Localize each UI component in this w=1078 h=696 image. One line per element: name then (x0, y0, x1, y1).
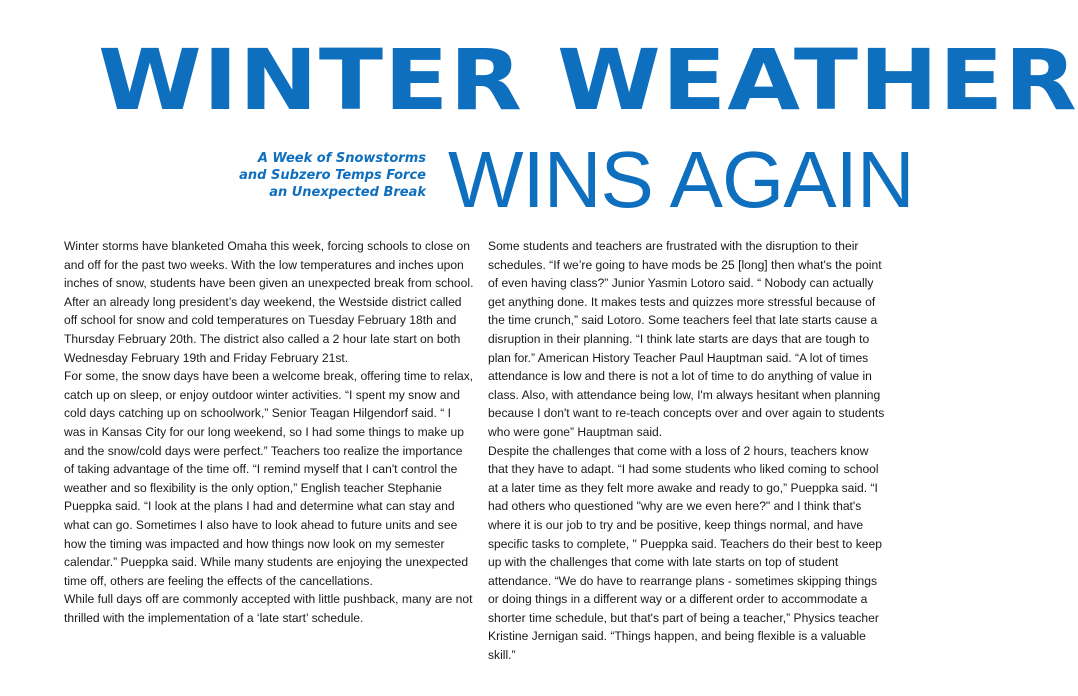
article-column-left (64, 237, 474, 627)
paragraph: While full days off are commonly accepted with little pushback, many are not thrilled with the implementation of a ‘late start’ schedule. (64, 592, 473, 625)
paragraph: Some students and teachers are frustrated with the disruption to their schedules. “If we’re going to have mods be 25 [long] then what's the point of even having class?” Junior Yasmin Lotoro said. “ Nobody can actually get anything done. It makes tests and quizzes more stressful because of the time crunch,” said Lotoro. Some teachers feel that late starts cause a disruption in their planning. “I think late starts are days that are tough to plan for.” American History Teacher Paul Hauptman said. “A lot of times attendance is low and there is not a lot of time to do anything of value in class. Also, with attendance being low, I'm always hesitant when planning because I don't want to re-teach concepts over and over again to students who were gone” Hauptman said. (488, 239, 885, 439)
paragraph: Winter storms have blanketed Omaha this week, forcing schools to close on and off for the past two weeks. With the low temperatures and inches upon inches of snow, students have been given an unexpected break from school. After an already long president’s day weekend, the Westside district called off school for snow and cold temperatures on Tuesday February 18th and Thursday February 20th. The district also called a 2 hour late start on both Wednesday February 19th and Friday February 21st. (64, 239, 474, 365)
subheadline (226, 150, 426, 201)
headline-secondary: WINS AGAIN (448, 135, 914, 224)
subhead-line: an Unexpected Break (269, 185, 426, 200)
paragraph: Despite the challenges that come with a loss of 2 hours, teachers know that they have to adapt. “I had some students who liked coming to school at a later time as they felt more awake and ready to go,” Pueppka said. “I had others who questioned "why are we even here?" and I think that's where it is our job to try and be positive, keep things normal, and have specific tasks to complete, " Pueppka said. Teachers do their best to keep up with the challenges that come with late starts on top of student attendance. “We do have to rearrange plans - sometimes skipping things or doing things in a different way or a different order to accommodate a shorter time schedule, but that's part of being a teacher,” Physics teacher Kristine Jernigan said. “Things happen, and being flexible is a valuable skill.” (488, 443, 882, 663)
subhead-line: and Subzero Temps Force (239, 168, 426, 183)
headline: WINTER WEATHER (98, 31, 1078, 129)
subhead-line: A Week of Snowstorms (257, 151, 426, 166)
article-column-right (488, 237, 888, 665)
paragraph: For some, the snow days have been a welcome break, offering time to relax, catch up on sleep, or enjoy outdoor winter activities. “I spent my snow and cold days catching up on schoolwork,” Senior Teagan Hilgendorf said. “ I was in Kansas City for our long weekend, so I had some things to make up and the snow/cold days were perfect.” Teachers too realize the importance of taking advantage of the time off. “I remind myself that I can't control the weather and so flexibility is the only option,” English teacher Stephanie Pueppka said. “I look at the plans I had and determine what can stay and what can go. Sometimes I also have to look ahead to future units and see how the timing was impacted and how things now look on my semester calendar.” Pueppka said. While many students are enjoying the unexpected time off, others are feeling the effects of the cancellations. (64, 369, 474, 588)
